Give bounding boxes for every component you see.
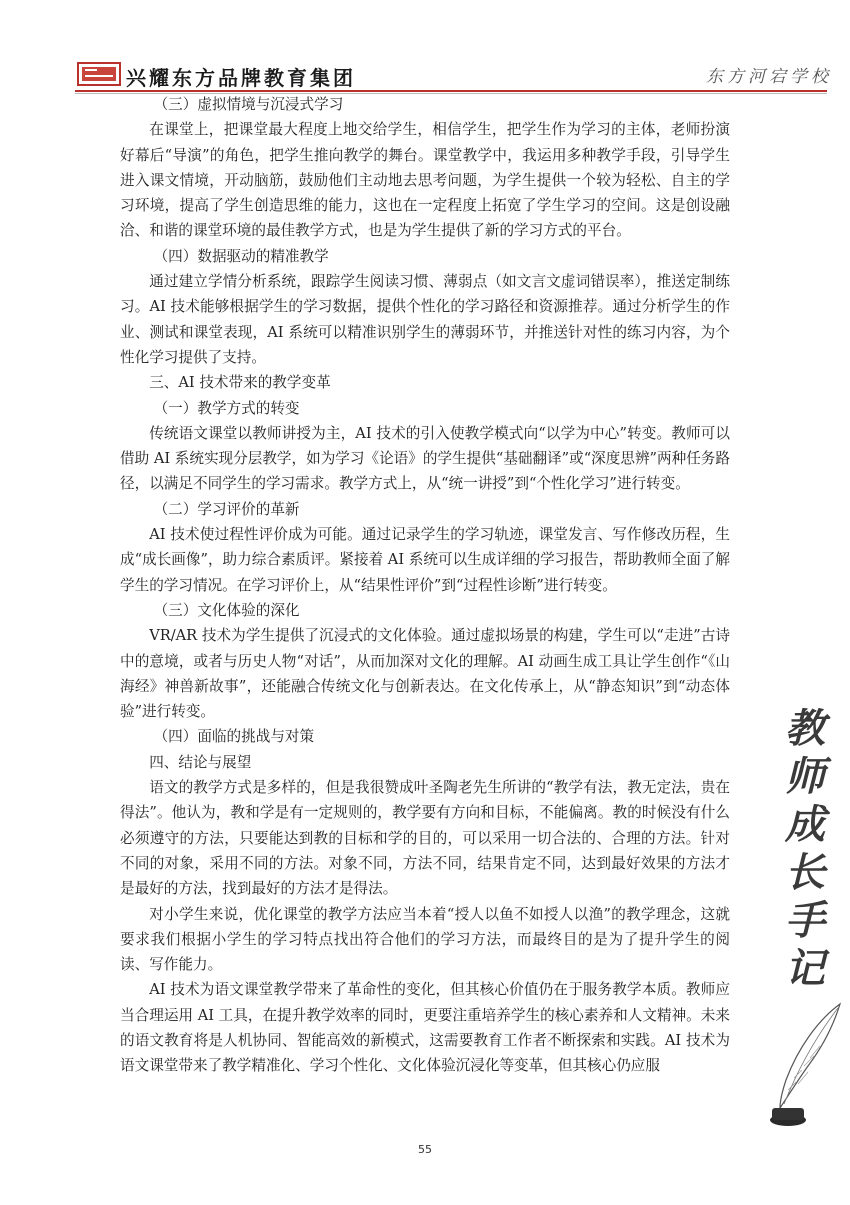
- paragraph: 语文的教学方式是多样的，但是我很赞成叶圣陶老先生所讲的“教学有法，教无定法，贵在得法”。他认为，教和学是有一定规则的，教学要有方向和目标，不能偏离。教的时候没有什么必须遵守的方法，只要能达到教的目标和学的目的，可以采用一切合法的、合理的方法。针对不同的对象，采用不同的方法。对象不同，方法不同，结果肯定不同，达到最好效果的方法才是最好的方法，找到最好的方法才是得法。: [120, 779, 730, 898]
- brand-name: 兴耀东方品牌教育集团: [126, 66, 356, 90]
- paragraph: 对小学生来说，优化课堂的教学方法应当本着“授人以鱼不如授人以渔”的教学理念，这就要求我们根据小学生的学习特点找出符合他们的学习方法，而最终目的是为了提升学生的阅读、写作能力。: [120, 905, 730, 974]
- page-header: [0, 0, 850, 96]
- article-body: [120, 92, 730, 1079]
- page-number: 55: [418, 1143, 432, 1156]
- paragraph: 通过建立学情分析系统，跟踪学生阅读习惯、薄弱点（如文言文虚词错误率），推送定制练习。AI 技术能够根据学生的学习数据，提供个性化的学习路径和资源推荐。通过分析学生的作业、测试和课堂表现，AI 系统可以精准识别学生的薄弱环节，并推送针对性的练习内容，为个性化学习提供了支持。: [120, 273, 730, 366]
- paragraph: 传统语文课堂以教师讲授为主，AI 技术的引入使教学模式向“以学为中心”转变。教师可以借助 AI 系统实现分层教学，如为学习《论语》的学生提供“基础翻译”或“深度思辨”两种任务路径，以满足不同学生的学习需求。教学方式上，从“统一讲授”到“个性化学习”进行转变。: [120, 424, 730, 493]
- calligraphy-char: 记: [785, 945, 825, 992]
- brand-logo-icon: [77, 62, 121, 86]
- paragraph: VR/AR 技术为学生提供了沉浸式的文化体验。通过虚拟场景的构建，学生可以“走进”古诗中的意境，或者与历史人物“对话”，从而加深对文化的理解。AI 动画生成工具让学生创作“《山海经》神兽新故事”，还能融合传统文化与创新表达。在文化传承上，从“静态知识”到“动态体验”进行转变。: [120, 627, 730, 721]
- section-heading: 三、AI 技术带来的教学变革: [149, 374, 331, 392]
- paragraph: 在课堂上，把课堂最大程度上地交给学生，相信学生，把学生作为学习的主体，老师扮演好幕后“导演”的角色，把学生推向教学的舞台。课堂教学中，我运用多种教学手段，引导学生进入课文情境，开动脑筋，鼓励他们主动地去思考问题，为学生提供一个较为轻松、自主的学习环境，提高了学生创造思维的能力，这也在一定程度上拓宽了学生学习的空间。这是创设融洽、和谐的课堂环境的最佳教学方式，也是为学生提供了新的学习方式的平台。: [120, 121, 730, 240]
- subheading: （一）教学方式的转变: [153, 399, 300, 417]
- subheading: （四）面临的挑战与对策: [153, 728, 315, 746]
- section-heading: 四、结论与展望: [149, 753, 252, 771]
- calligraphy-char: 长: [785, 849, 825, 896]
- paragraph: AI 技术为语文课堂教学带来了革命性的变化，但其核心价值仍在于服务教学本质。教师应当合理运用 AI 工具，在提升教学效率的同时，更要注重培养学生的核心素养和人文精神。未来的语文教育将是人机协同、智能高效的新模式，这需要教育工作者不断探索和实践。AI 技术为语文课堂带来了教学精准化、学习个性化、文化体验沉浸化等变革，但其核心仍应服: [120, 981, 730, 1075]
- side-calligraphy-title: [770, 705, 840, 993]
- calligraphy-char: 师: [785, 753, 825, 800]
- subheading: （三）虚拟情境与沉浸式学习: [153, 96, 344, 113]
- subheading: （二）学习评价的革新: [153, 500, 300, 518]
- quill-pen-icon: [758, 1000, 848, 1130]
- subheading: （三）文化体验的深化: [153, 601, 300, 619]
- calligraphy-char: 教: [785, 705, 825, 752]
- subheading: （四）数据驱动的精准教学: [153, 247, 329, 265]
- paragraph: AI 技术使过程性评价成为可能。通过记录学生的学习轨迹，课堂发言、写作修改历程，生成“成长画像”，助力综合素质评。紧接着 AI 系统可以生成详细的学习报告，帮助教师全面了解学生的学习情况。在学习评价上，从“结果性评价”到“过程性诊断”进行转变。: [120, 526, 730, 594]
- calligraphy-char: 成: [785, 801, 825, 848]
- calligraphy-char: 手: [785, 897, 825, 944]
- school-name: 东方河宕学校: [706, 67, 832, 87]
